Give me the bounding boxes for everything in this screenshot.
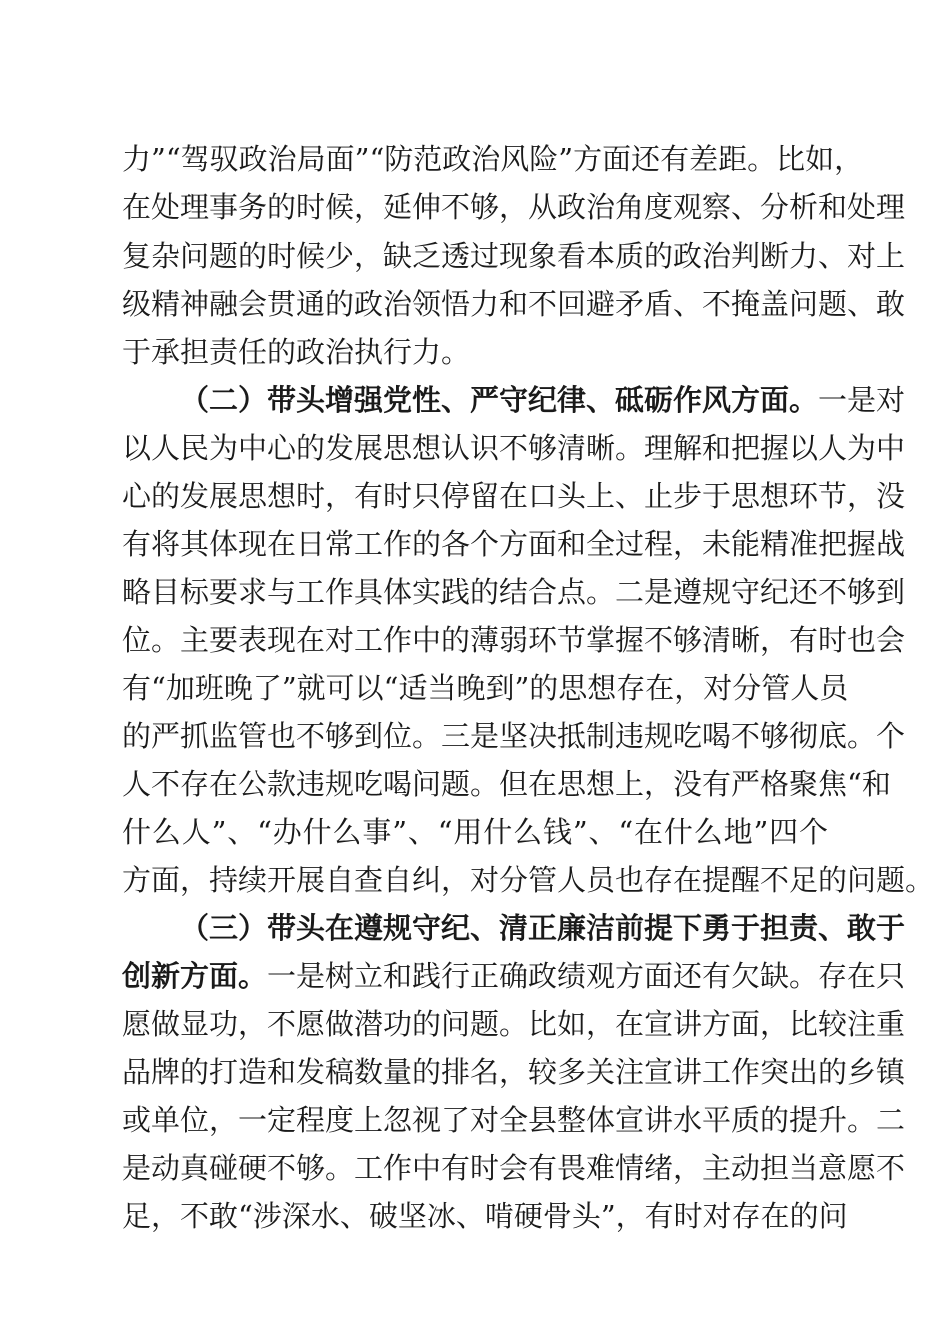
text-line: 有将其体现在日常工作的各个方面和全过程，未能精准把握战 — [122, 527, 906, 561]
section-two-heading: （二）带头增强党性、严守纪律、砥砺作风方面。 — [180, 383, 819, 417]
text-line: 复杂问题的时候少，缺乏透过现象看本质的政治判断力、对上 — [122, 239, 906, 273]
section-three-heading-cont: 创新方面。 — [122, 959, 268, 993]
text-line: 足，不敢“涉深水、破坚冰、啃硬骨头”，有时对存在的问 — [122, 1199, 848, 1233]
section-three-heading-line — [180, 905, 906, 951]
text-line: 或单位，一定程度上忽视了对全县整体宣讲水平质的提升。二 — [122, 1103, 906, 1137]
text-line: 的严抓监管也不够到位。三是坚决抵制违规吃喝不够彻底。个 — [122, 719, 906, 753]
text-line — [122, 953, 906, 999]
section-three-heading: （三）带头在遵规守纪、清正廉洁前提下勇于担责、敢于 — [180, 911, 906, 945]
text-line: 什么人”、“办什么事”、“用什么钱”、“在什么地”四个 — [122, 815, 828, 849]
text-line: 以人民为中心的发展思想认识不够清晰。理解和把握以人为中 — [122, 431, 906, 465]
section-three-lead: 一是树立和践行正确政绩观方面还有欠缺。存在只 — [267, 959, 906, 993]
text-line: 级精神融会贯通的政治领悟力和不回避矛盾、不掩盖问题、敢 — [122, 287, 906, 321]
text-line: 是动真碰硬不够。工作中有时会有畏难情绪，主动担当意愿不 — [122, 1151, 906, 1185]
text-line: 在处理事务的时候，延伸不够，从政治角度观察、分析和处理 — [122, 190, 906, 224]
text-line: 有“加班晚了”就可以“适当晚到”的思想存在，对分管人员 — [122, 671, 849, 705]
text-line: 心的发展思想时，有时只停留在口头上、止步于思想环节，没 — [122, 479, 906, 513]
text-line: 品牌的打造和发稿数量的排名，较多关注宣讲工作突出的乡镇 — [122, 1055, 906, 1089]
section-two-heading-line — [180, 377, 906, 423]
text-line: 方面，持续开展自查自纠，对分管人员也存在提醒不足的问题。 — [122, 863, 935, 897]
text-line: 力”“驾驭政治局面”“防范政治风险”方面还有差距。比如， — [122, 142, 864, 176]
section-two-lead: 一是对 — [818, 383, 906, 417]
text-line: 人不存在公款违规吃喝问题。但在思想上，没有严格聚焦“和 — [122, 767, 891, 801]
text-line: 于承担责任的政治执行力。 — [122, 335, 471, 369]
text-line: 略目标要求与工作具体实践的结合点。二是遵规守纪还不够到 — [122, 575, 906, 609]
text-line: 愿做显功，不愿做潜功的问题。比如，在宣讲方面，比较注重 — [122, 1007, 906, 1041]
text-line: 位。主要表现在对工作中的薄弱环节掌握不够清晰，有时也会 — [122, 623, 906, 657]
